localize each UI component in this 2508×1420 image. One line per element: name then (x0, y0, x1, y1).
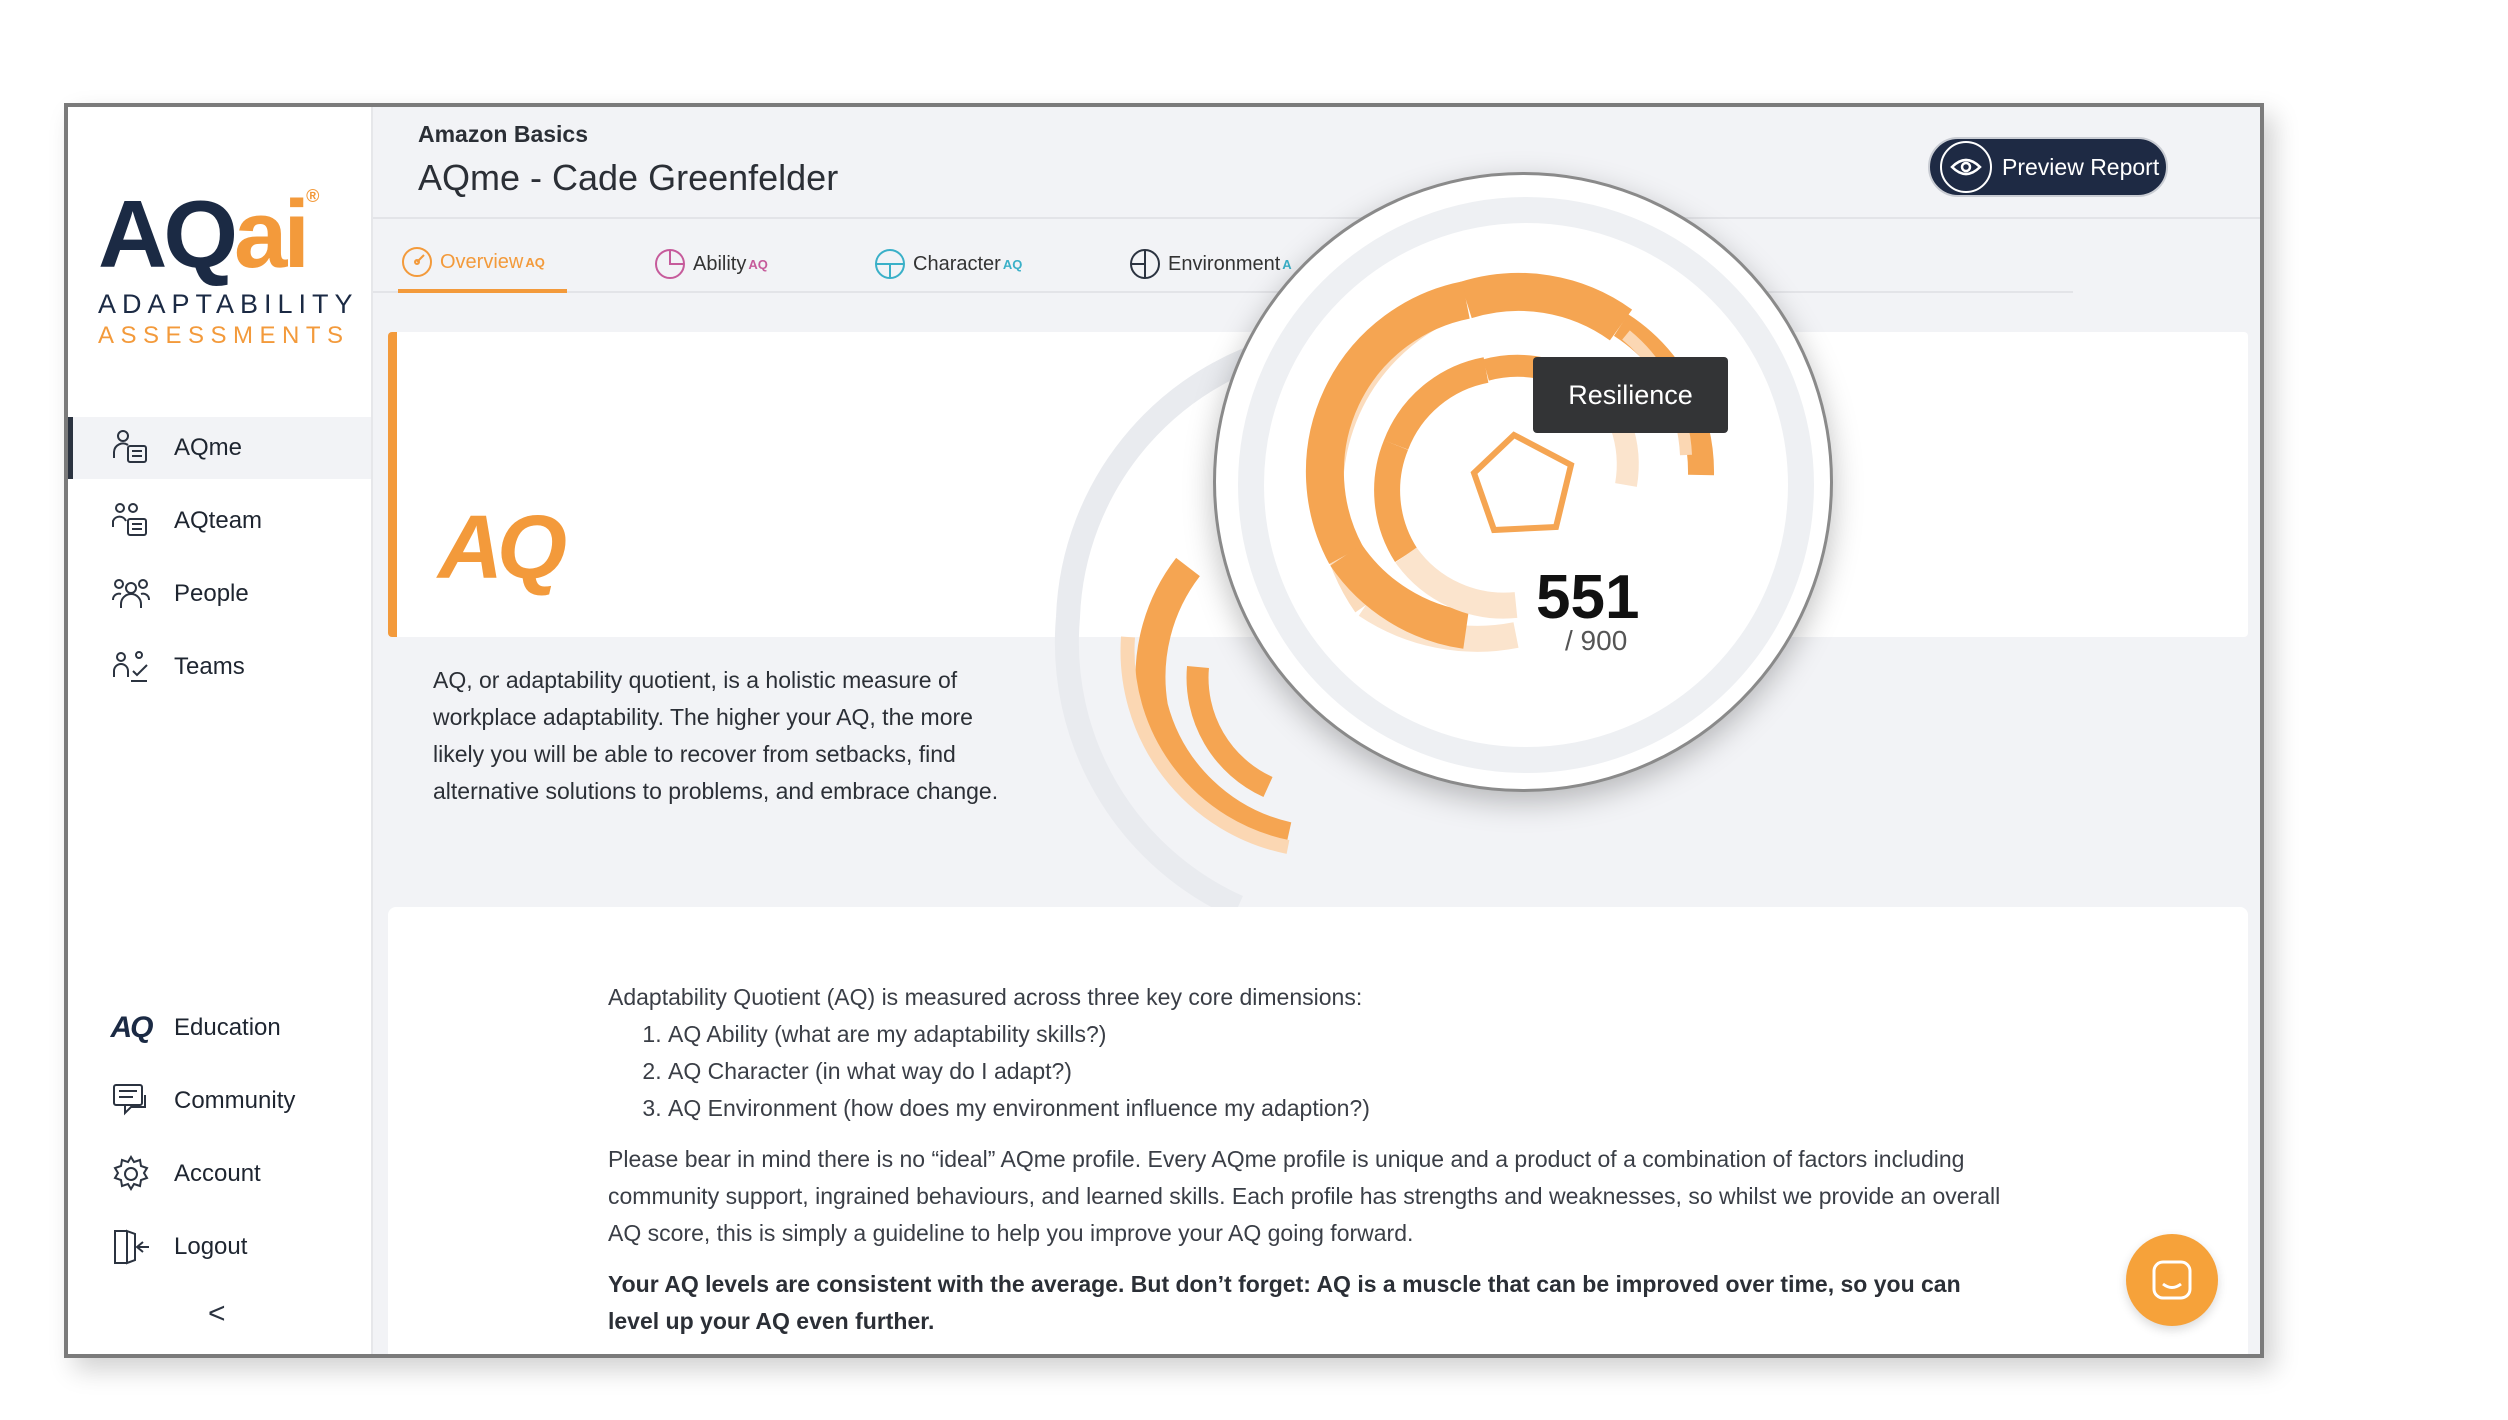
sidebar-item-label: Education (174, 1014, 281, 1041)
tab-label: Ability (693, 252, 747, 275)
eye-icon (1940, 141, 1992, 193)
preview-report-button[interactable] (1928, 137, 2168, 197)
aq-radial-chart-zoomed (1216, 175, 1833, 792)
logout-icon (110, 1226, 152, 1268)
sidebar-item-account[interactable] (68, 1143, 371, 1205)
details-paragraph: Please bear in mind there is no “ideal” AQme profile. Every AQme profile is unique and a product of a combination of factors including community support, ingrained behaviours, and learned skills. Each profile has strengths and weaknesses, so whilst we provide an overall AQ score, this is simply a guideline to help you improve your AQ going forward. (608, 1146, 2001, 1246)
tab-sup: AQ (525, 254, 545, 270)
list-item: 1. AQ Ability (what are my adaptability skills?) (668, 1016, 2008, 1053)
tab-label: Environment (1168, 252, 1281, 275)
gear-icon (110, 1153, 152, 1195)
collapse-sidebar-button[interactable]: < (208, 1297, 226, 1330)
aq-logo: AQ (438, 498, 561, 598)
dimensions-list (608, 1016, 2008, 1127)
sidebar-item-aqteam[interactable] (68, 490, 371, 552)
tab-label: Character (913, 252, 1001, 275)
sidebar-item-label: Community (174, 1087, 296, 1114)
brand-logo (98, 181, 359, 367)
sidebar-item-label: Teams (174, 653, 245, 680)
page-title: AQme - Cade Greenfelder (418, 157, 839, 198)
aq-score: 551 (1536, 563, 1640, 632)
sidebar-item-aqme[interactable] (68, 417, 371, 479)
tab-ability[interactable] (653, 235, 768, 293)
globe-icon (1128, 247, 1162, 281)
sidebar-item-community[interactable] (68, 1070, 371, 1132)
list-item: 2. AQ Character (in what way do I adapt?) (668, 1053, 2008, 1090)
aq-icon: AQ (110, 1011, 152, 1044)
chart-magnifier (1213, 172, 1833, 792)
aq-score-max: / 900 (1565, 625, 1628, 656)
logo-mark: AQai® (98, 181, 316, 288)
gauge-icon (400, 245, 434, 279)
secondary-nav (68, 997, 371, 1289)
sidebar-item-label: Account (174, 1160, 261, 1187)
pie-chart-icon (653, 247, 687, 281)
people-icon (110, 573, 152, 615)
tab-overview[interactable] (398, 235, 567, 293)
tab-label: Overview (440, 250, 524, 273)
logo-line1: ADAPTABILITY (98, 289, 359, 319)
tab-sup: AQ (1002, 256, 1023, 272)
user-list-icon (110, 427, 152, 469)
org-name: Amazon Basics (418, 121, 589, 147)
sidebar-item-label: People (174, 580, 249, 607)
aq-description: AQ, or adaptability quotient, is a holistic measure of workplace adaptability. The higher your AQ, the more likely you will be able to recover from setbacks, find alternative solutions to problems, and embrace change. (433, 667, 999, 804)
details-intro: Adaptability Quotient (AQ) is measured across three key core dimensions: (608, 984, 1363, 1010)
tab-character[interactable] (873, 235, 1022, 293)
sidebar-item-label: AQme (174, 434, 243, 461)
app-window (64, 103, 2264, 1358)
team-list-icon (110, 500, 152, 542)
sidebar-item-logout[interactable] (68, 1216, 371, 1278)
chat-launcher-button[interactable] (2126, 1234, 2218, 1326)
sidebar (68, 107, 373, 1354)
teams-icon (110, 646, 152, 688)
list-item: 3. AQ Environment (how does my environment influence my adaption?) (668, 1090, 2008, 1127)
tab-sup: AQ (748, 256, 768, 272)
preview-report-label: Preview Report (2002, 153, 2160, 180)
sidebar-item-education[interactable] (68, 997, 371, 1059)
sidebar-item-people[interactable] (68, 563, 371, 625)
logo-line2: ASSESSMENTS (98, 322, 350, 349)
tooltip-resilience: Resilience (1533, 357, 1728, 433)
chart-icon (873, 247, 907, 281)
sidebar-item-label: Logout (174, 1233, 248, 1260)
sidebar-item-label: AQteam (174, 507, 263, 534)
chat-icon (2148, 1256, 2196, 1304)
primary-nav (68, 417, 371, 709)
tab-sup: A (1282, 256, 1292, 272)
sidebar-item-teams[interactable] (68, 636, 371, 698)
community-icon (110, 1080, 152, 1122)
details-text (608, 979, 2008, 1354)
details-bold-statement: Your AQ levels are consistent with the average. But don’t forget: AQ is a muscle that can be improved over time, so you can level up your AQ even further. (608, 1271, 1961, 1334)
